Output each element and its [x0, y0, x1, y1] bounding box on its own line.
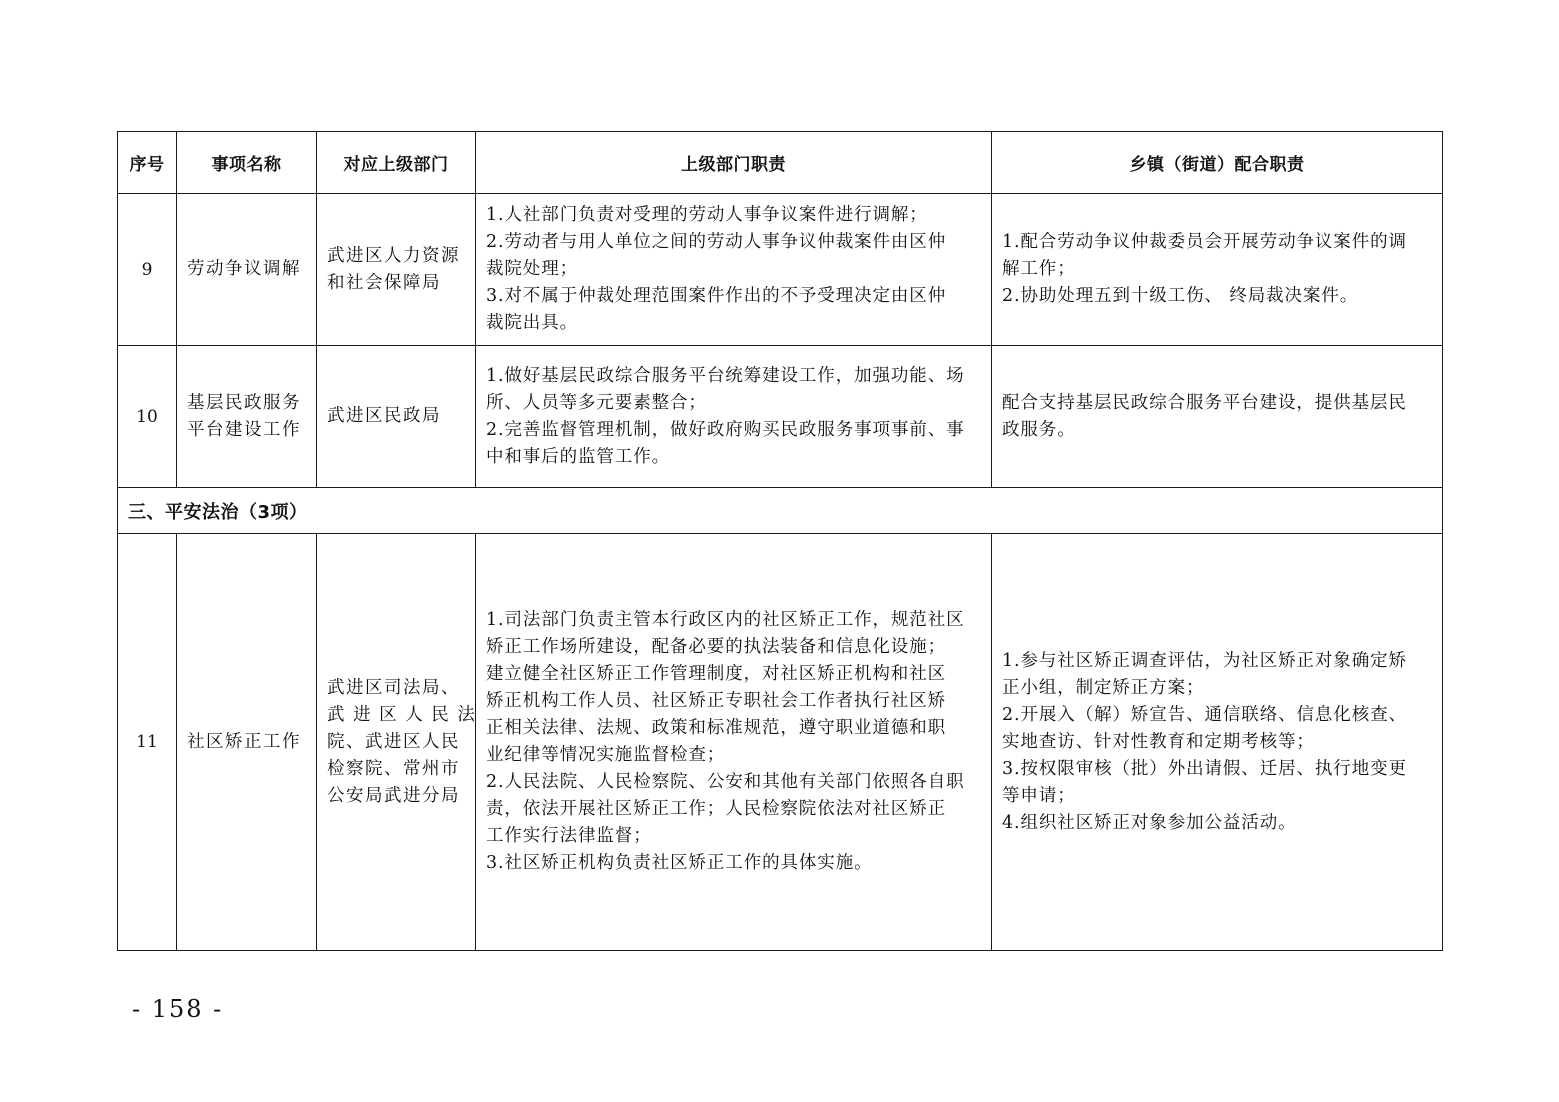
header-name: 事项名称 [177, 132, 317, 194]
section-title: 三、平安法治（3项） [118, 488, 1443, 534]
duty-line: 1.司法部门负责主管本行政区内的社区矫正工作，规范社区 [486, 610, 965, 630]
duty-cell [476, 194, 992, 346]
duty-cell [476, 346, 992, 488]
duty-line: 责，依法开展社区矫正工作；人民检察院依法对社区矫正 [486, 799, 946, 819]
department-line: 武进区司法局、 [327, 677, 460, 698]
duty-line: 1.人社部门负责对受理的劳动人事争议案件进行调解； [486, 205, 928, 225]
department-line: 公安局武进分局 [327, 785, 460, 806]
cooperation-line: 解工作； [1002, 259, 1076, 279]
department-line: 武进区民政局 [327, 406, 441, 426]
department-cell [317, 534, 476, 951]
item-name-line: 劳动争议调解 [187, 259, 301, 279]
department-line: 和社会保障局 [327, 272, 441, 293]
header-dept: 对应上级部门 [317, 132, 476, 194]
cooperation-line: 2.协助处理五到十级工伤、 终局裁决案件。 [1002, 286, 1359, 306]
duty-line: 正相关法律、法规、政策和标准规范，遵守职业道德和职 [486, 718, 946, 738]
department-line: 院、武进区人民 [327, 731, 460, 752]
duty-line: 裁院出具。 [486, 313, 578, 333]
cooperation-line: 政服务。 [1002, 419, 1076, 440]
duty-line: 中和事后的监管工作。 [486, 446, 670, 467]
item-name-line: 平台建设工作 [187, 419, 301, 440]
table-row [118, 346, 1443, 488]
header-coop: 乡镇（街道）配合职责 [992, 132, 1443, 194]
row-number: 9 [118, 194, 177, 346]
duty-line: 3.对不属于仲裁处理范围案件作出的不予受理决定由区仲 [486, 286, 947, 306]
cooperation-line: 正小组，制定矫正方案； [1002, 677, 1205, 698]
duty-line: 2.劳动者与用人单位之间的劳动人事争议仲裁案件由区仲 [486, 232, 947, 252]
cooperation-cell [992, 534, 1443, 951]
row-number: 10 [118, 346, 177, 488]
cooperation-cell [992, 194, 1443, 346]
duty-line: 所、人员等多元要素整合； [486, 392, 707, 413]
item-name-cell [177, 534, 317, 951]
duty-line: 业纪律等情况实施监督检查； [486, 745, 726, 765]
duty-cell [476, 534, 992, 951]
cooperation-line: 4.组织社区矫正对象参加公益活动。 [1002, 812, 1297, 833]
department-line: 武 进 区 人 民 法 [327, 704, 477, 725]
section-heading-row [118, 488, 1443, 534]
cooperation-cell [992, 346, 1443, 488]
cooperation-line: 1.参与社区矫正调查评估，为社区矫正对象确定矫 [1002, 650, 1407, 671]
item-name-cell [177, 346, 317, 488]
duty-line: 2.人民法院、人民检察院、公安和其他有关部门依照各自职 [486, 772, 965, 792]
duty-line: 建立健全社区矫正工作管理制度，对社区矫正机构和社区 [486, 664, 946, 684]
table-row [118, 534, 1443, 951]
table-header-row [118, 132, 1443, 194]
department-cell [317, 346, 476, 488]
item-name-line: 基层民政服务 [187, 392, 301, 413]
duty-line: 2.完善监督管理机制，做好政府购买民政服务事项事前、事 [486, 419, 965, 440]
duty-line: 裁院处理； [486, 259, 578, 279]
row-number: 11 [118, 534, 177, 951]
table-row [118, 194, 1443, 346]
responsibility-table [117, 131, 1443, 951]
department-cell [317, 194, 476, 346]
header-duty: 上级部门职责 [476, 132, 992, 194]
cooperation-line: 1.配合劳动争议仲裁委员会开展劳动争议案件的调 [1002, 232, 1407, 252]
item-name-cell [177, 194, 317, 346]
duty-line: 3.社区矫正机构负责社区矫正工作的具体实施。 [486, 853, 873, 873]
duty-line: 1.做好基层民政综合服务平台统筹建设工作，加强功能、场 [486, 365, 965, 386]
header-no: 序号 [118, 132, 177, 194]
duty-line: 工作实行法律监督； [486, 826, 652, 846]
department-line: 检察院、常州市 [327, 758, 460, 779]
cooperation-line: 实地查访、针对性教育和定期考核等； [1002, 731, 1315, 752]
duty-line: 矫正机构工作人员、社区矫正专职社会工作者执行社区矫 [486, 691, 946, 711]
cooperation-line: 3.按权限审核（批）外出请假、迁居、执行地变更 [1002, 758, 1407, 779]
department-line: 武进区人力资源 [327, 245, 460, 266]
page-number: - 158 - [132, 995, 224, 1023]
cooperation-line: 配合支持基层民政综合服务平台建设，提供基层民 [1002, 392, 1407, 413]
item-name-line: 社区矫正工作 [187, 731, 301, 752]
duty-line: 矫正工作场所建设，配备必要的执法装备和信息化设施； [486, 637, 946, 657]
cooperation-line: 等申请； [1002, 785, 1076, 806]
cooperation-line: 2.开展入（解）矫宣告、通信联络、信息化核查、 [1002, 704, 1407, 725]
